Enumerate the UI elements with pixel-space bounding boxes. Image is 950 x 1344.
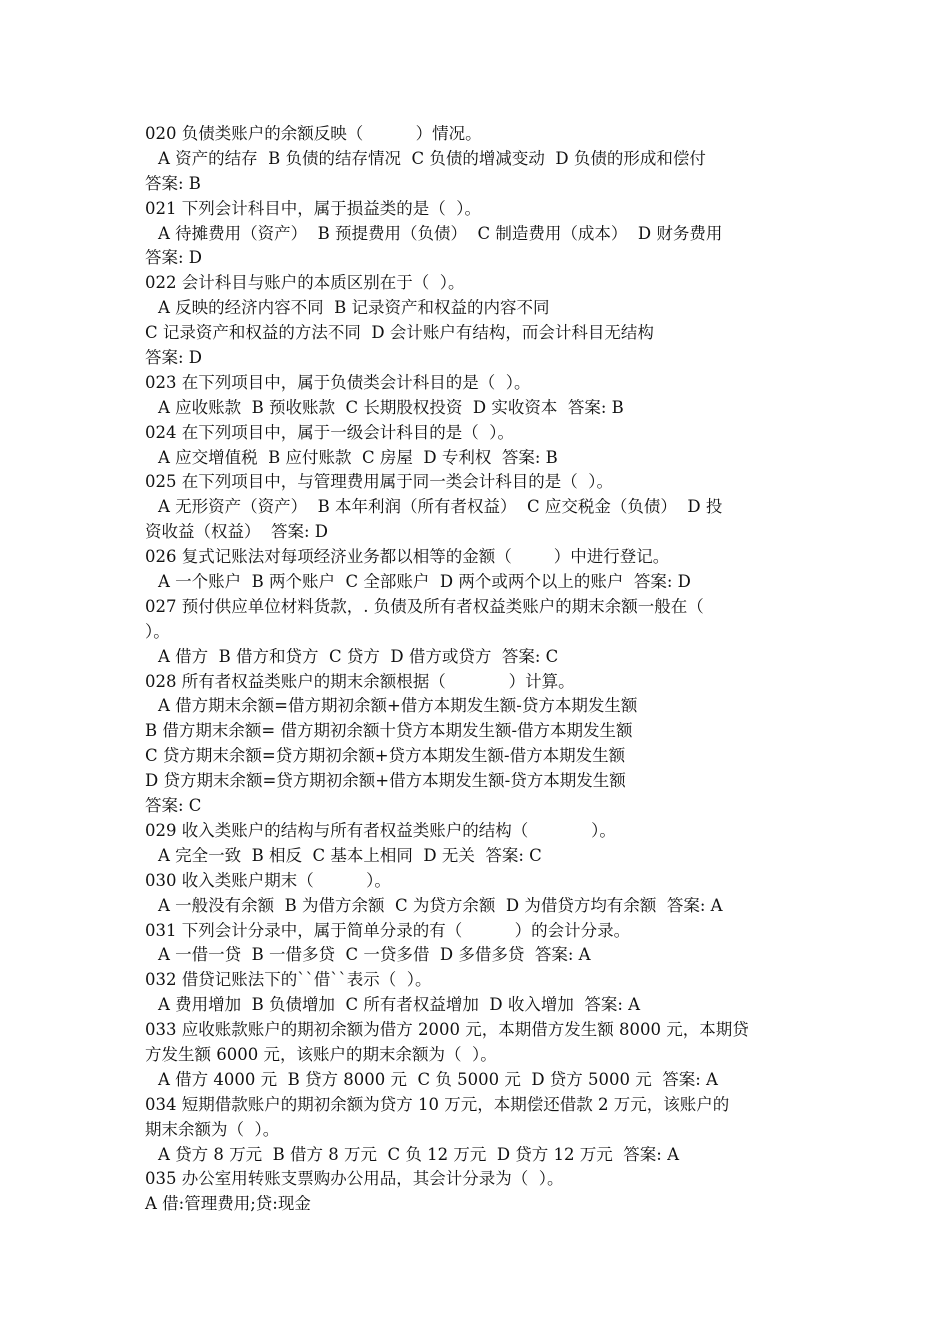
text-line: 025 在下列项目中，与管理费用属于同一类会计科目的是（ ）。 [145,472,613,492]
text-line: 资收益（权益） 答案: D [145,522,329,542]
text-line: 方发生额 6000 元，该账户的期末余额为（ ）。 [145,1044,497,1064]
text-line: 034 短期借款账户的期初余额为贷方 10 万元，本期偿还借款 2 万元，该账户的 [145,1094,730,1114]
text-line: A 无形资产（资产） B 本年利润（所有者权益） C 应交税金（负债） D 投 [158,497,723,517]
text-line: C 贷方期末余额=贷方期初余额+贷方本期发生额-借方本期发生额 [145,746,626,766]
text-line: A 应收账款 B 预收账款 C 长期股权投资 D 实收资本 答案: B [158,397,624,417]
text-line: A 借:管理费用;贷:现金 [145,1194,311,1214]
text-line: 答案: D [145,248,203,268]
text-line: A 应交增值税 B 应付账款 C 房屋 D 专利权 答案: B [158,447,558,467]
document-page [145,122,815,1217]
text-line: D 贷方期末余额=贷方期初余额+借方本期发生额-贷方本期发生额 [145,771,626,791]
text-line: 024 在下列项目中，属于一级会计科目的是（ ）。 [145,422,514,442]
text-line: A 一借一贷 B 一借多贷 C 一贷多借 D 多借多贷 答案: A [158,945,591,965]
text-line: C 记录资产和权益的方法不同 D 会计账户有结构，而会计科目无结构 [145,323,654,343]
text-line: 029 收入类账户的结构与所有者权益类账户的结构（ ）。 [145,820,616,840]
text-line: 022 会计科目与账户的本质区别在于（ ）。 [145,273,465,293]
text-line: A 费用增加 B 负债增加 C 所有者权益增加 D 收入增加 答案: A [158,995,641,1015]
text-line: B 借方期末余额= 借方期初余额十贷方本期发生额-借方本期发生额 [145,721,633,741]
text-line: A 一般没有余额 B 为借方余额 C 为贷方余额 D 为借贷方均有余额 答案: A [158,895,723,915]
text-line: 033 应收账款账户的期初余额为借方 2000 元，本期借方发生额 8000 元，本期贷 [145,1020,749,1040]
text-line: 030 收入类账户期末（ ）。 [145,870,391,890]
text-line: 期末余额为（ ）。 [145,1119,280,1139]
text-line: A 借方 B 借方和贷方 C 贷方 D 借方或贷方 答案: C [158,646,559,666]
text-line: A 资产的结存 B 负债的结存情况 C 负债的增减变动 D 负债的形成和偿付 [158,148,706,168]
text-line: 032 借贷记账法下的``借``表示（ ）。 [145,970,432,990]
text-line: A 借方 4000 元 B 贷方 8000 元 C 负 5000 元 D 贷方 5000 元 答案: A [158,1069,718,1089]
text-line: 026 复式记账法对每项经济业务都以相等的金额（ ）中进行登记。 [145,547,670,567]
text-line: A 完全一致 B 相反 C 基本上相同 D 无关 答案: C [158,845,542,865]
text-line: 答案: D [145,348,203,368]
text-line: 答案: B [145,173,201,193]
text-line: A 贷方 8 万元 B 借方 8 万元 C 负 12 万元 D 贷方 12 万元 答案: A [158,1144,679,1164]
text-line: 答案: C [145,796,202,816]
text-line: ）。 [145,621,170,641]
text-line: 020 负债类账户的余额反映（ ）情况。 [145,124,482,143]
text-line: 021 下列会计科目中，属于损益类的是（ ）。 [145,198,481,218]
text-line: 028 所有者权益类账户的期末余额根据（ ）计算。 [145,671,575,691]
text-line: 035 办公室用转账支票购办公用品，其会计分录为（ ）。 [145,1169,564,1189]
text-line: A 借方期末余额=借方期初余额+借方本期发生额-贷方本期发生额 [158,696,638,716]
text-line: 031 下列会计分录中，属于简单分录的有（ ）的会计分录。 [145,920,631,940]
text-line: 023 在下列项目中，属于负债类会计科目的是（ ）。 [145,372,531,392]
text-line: A 一个账户 B 两个账户 C 全部账户 D 两个或两个以上的账户 答案: D [158,572,691,592]
text-line: A 待摊费用（资产） B 预提费用（负债） C 制造费用（成本） D 财务费用 [158,223,723,243]
text-line: A 反映的经济内容不同 B 记录资产和权益的内容不同 [158,298,550,318]
text-line: 027 预付供应单位材料货款，. 负债及所有者权益类账户的期末余额一般在（ [145,596,704,616]
